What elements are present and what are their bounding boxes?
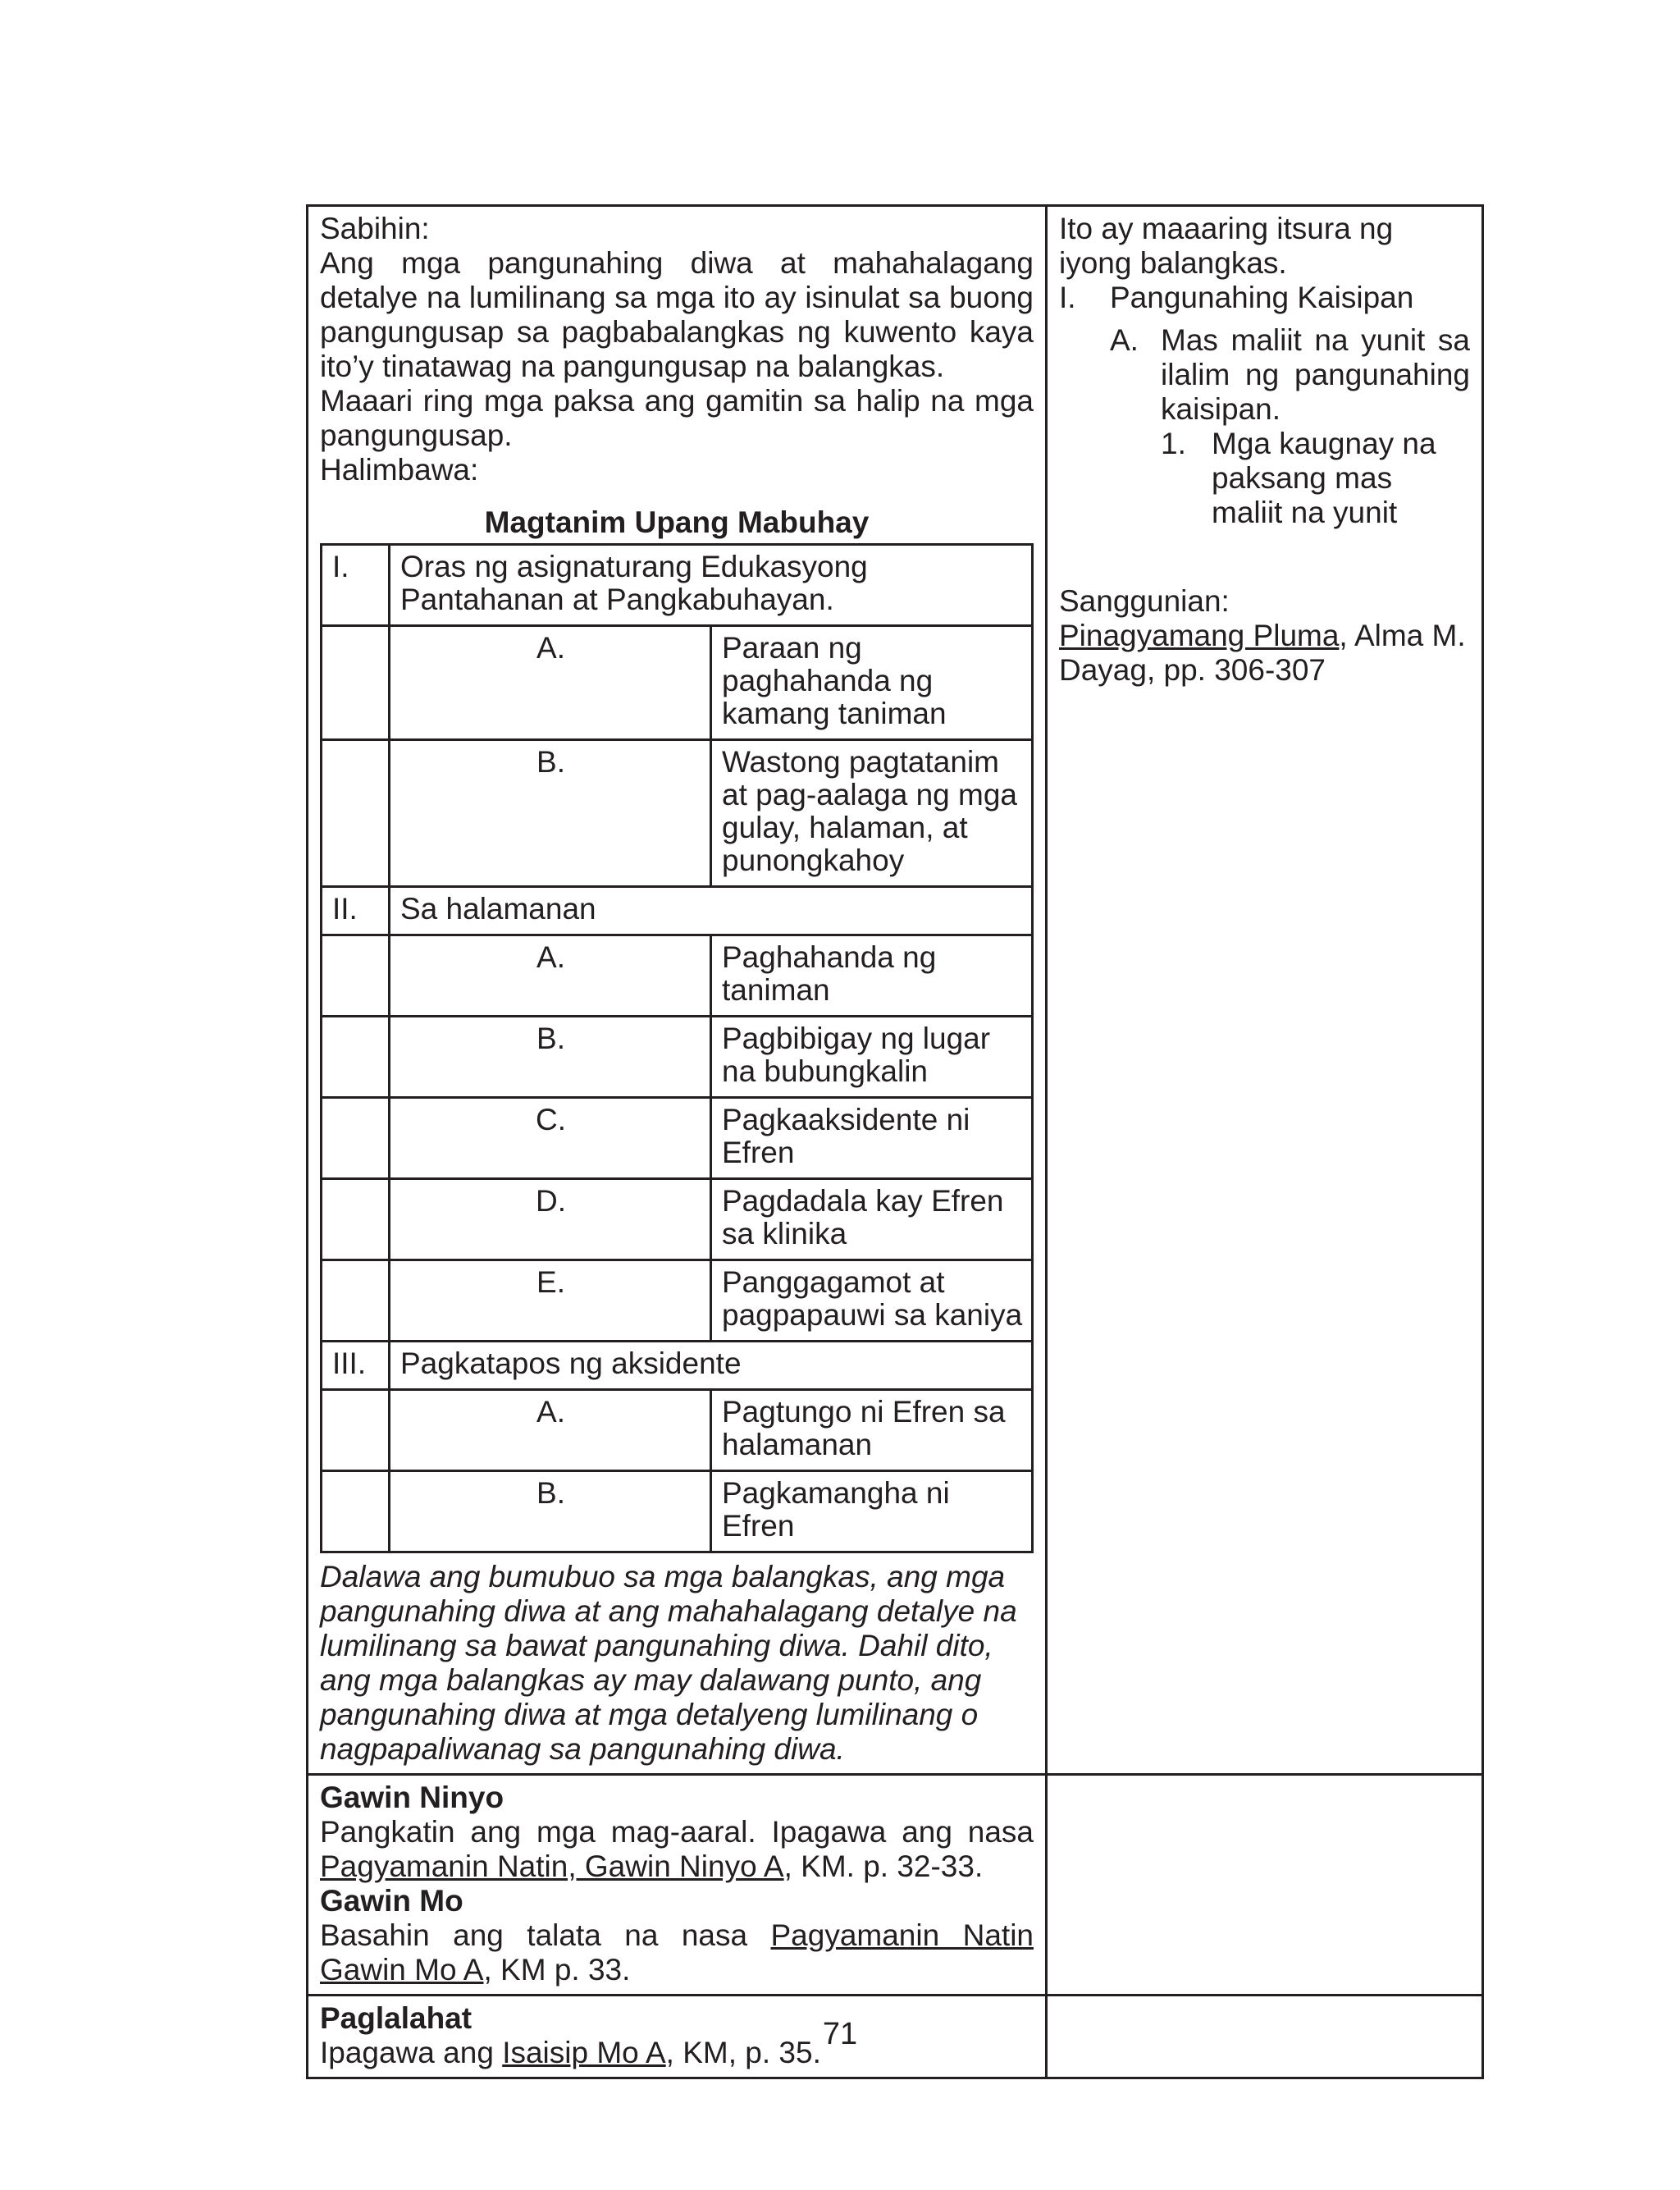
outline-sub-indent bbox=[322, 1098, 390, 1179]
outline-sub-indent bbox=[322, 740, 390, 887]
sabihin-heading: Sabihin: bbox=[320, 212, 430, 245]
outline-sub-row bbox=[322, 1260, 1033, 1342]
paglalahat-heading: Paglalahat bbox=[320, 2001, 472, 2035]
outline-sub-text: Paraan ng paghahanda ng kamang taniman bbox=[711, 626, 1033, 740]
lesson-row-sabihin bbox=[308, 206, 1483, 1775]
guide-level-1-text: Pangunahing Kaisipan bbox=[1110, 281, 1414, 314]
lesson-table bbox=[306, 204, 1484, 2079]
outline-sub-row bbox=[322, 1017, 1033, 1098]
gawin-ninyo-text bbox=[320, 1815, 1034, 1884]
outline-sub-indent bbox=[322, 1179, 390, 1260]
outline-sub-letter: D. bbox=[390, 1179, 711, 1260]
gawin-ninyo-text-start: Pangkatin ang mga mag-aaral. Ipagawa ang nasa bbox=[320, 1815, 1034, 1849]
guide-intro: Ito ay maaaring itsura ng iyong balangkas. bbox=[1059, 212, 1394, 280]
outline-sub-text: Pagdadala kay Efren sa klinika bbox=[711, 1179, 1033, 1260]
paglalahat-text-end: , KM, p. 35. bbox=[665, 2036, 821, 2069]
outline-sub-row bbox=[322, 626, 1033, 740]
outline-sub-letter: E. bbox=[390, 1260, 711, 1342]
gawin-ninyo-reference: Pagyamanin Natin, Gawin Ninyo A bbox=[320, 1849, 784, 1883]
outline-sub-indent bbox=[322, 1017, 390, 1098]
outline-main-number: I. bbox=[322, 545, 390, 626]
outline-sub-row bbox=[322, 1390, 1033, 1471]
page-number: 71 bbox=[822, 2017, 858, 2051]
outline-guide-cell bbox=[1047, 206, 1483, 1775]
outline-sub-letter: A. bbox=[390, 935, 711, 1017]
gawin-notes-cell bbox=[1047, 1775, 1483, 1996]
sabihin-cell bbox=[308, 206, 1047, 1775]
reference-label: Sanggunian: bbox=[1059, 584, 1230, 618]
gawin-mo-reference: Pagyamanin Natin Gawin Mo A bbox=[320, 1918, 1034, 1987]
outline-sub-letter: B. bbox=[390, 1017, 711, 1098]
reference-title: Pinagyamang Pluma bbox=[1059, 619, 1340, 652]
outline-sub-row bbox=[322, 1098, 1033, 1179]
outline-sub-row bbox=[322, 740, 1033, 887]
outline-main-row bbox=[322, 1342, 1033, 1390]
guide-level-2 bbox=[1059, 323, 1470, 427]
outline-sub-letter: A. bbox=[390, 626, 711, 740]
guide-level-3-number: 1. bbox=[1161, 427, 1186, 460]
guide-level-3-text: Mga kaugnay na paksang mas maliit na yunit bbox=[1212, 427, 1436, 529]
guide-level-1 bbox=[1059, 281, 1470, 315]
outline-sub-letter: B. bbox=[390, 1471, 711, 1552]
outline-sub-letter: B. bbox=[390, 740, 711, 887]
outline-title: Magtanim Upang Mabuhay bbox=[484, 505, 870, 539]
outline-main-text: Sa halamanan bbox=[390, 887, 1033, 935]
gawin-mo-text bbox=[320, 1918, 1034, 1987]
outline-sub-text: Pagkamangha ni Efren bbox=[711, 1471, 1033, 1552]
outline-sub-indent bbox=[322, 626, 390, 740]
outline-sub-text: Wastong pagtatanim at pag-aalaga ng mga gulay, halaman, at punongkahoy bbox=[711, 740, 1033, 887]
guide-level-1-number: I. bbox=[1059, 281, 1076, 314]
guide-level-2-letter: A. bbox=[1110, 323, 1139, 357]
example-outline-table bbox=[320, 543, 1034, 1553]
gawin-mo-heading: Gawin Mo bbox=[320, 1884, 463, 1918]
outline-main-row bbox=[322, 545, 1033, 626]
outline-sub-indent bbox=[322, 1390, 390, 1471]
gawin-mo-text-end: , KM p. 33. bbox=[483, 1953, 631, 1987]
outline-main-number: II. bbox=[322, 887, 390, 935]
gawin-cell bbox=[308, 1775, 1047, 1996]
outline-main-text: Oras ng asignaturang Edukasyong Pantahanan at Pangkabuhayan. bbox=[390, 545, 1033, 626]
example-label: Halimbawa: bbox=[320, 453, 479, 487]
paglalahat-reference: Isaisip Mo A bbox=[502, 2036, 666, 2069]
guide-level-2-text: Mas maliit na yunit sa ilalim ng pangunahing kaisipan. bbox=[1161, 323, 1470, 426]
outline-sub-text: Pagtungo ni Efren sa halamanan bbox=[711, 1390, 1033, 1471]
outline-sub-row bbox=[322, 1179, 1033, 1260]
outline-sub-letter: A. bbox=[390, 1390, 711, 1471]
gawin-mo-text-start: Basahin ang talata na nasa bbox=[320, 1918, 771, 1952]
guide-level-3 bbox=[1059, 427, 1470, 530]
outline-sub-text: Pagbibigay ng lugar na bubungkalin bbox=[711, 1017, 1033, 1098]
outline-sub-row bbox=[322, 935, 1033, 1017]
sabihin-paragraph-1: Ang mga pangunahing diwa at mahahalagang detalye na lumilinang sa mga ito ay isinulat sa buong pangungusap sa pagbabalangkas ng kuwento kaya ito’y tinatawag na pangungusap na balangkas. bbox=[320, 246, 1034, 383]
gawin-ninyo-heading: Gawin Ninyo bbox=[320, 1781, 504, 1814]
outline-sub-text: Panggagamot at pagpapauwi sa kaniya bbox=[711, 1260, 1033, 1342]
outline-sub-text: Paghahanda ng taniman bbox=[711, 935, 1033, 1017]
outline-sub-letter: C. bbox=[390, 1098, 711, 1179]
outline-sub-indent bbox=[322, 1471, 390, 1552]
outline-main-number: III. bbox=[322, 1342, 390, 1390]
outline-sub-row bbox=[322, 1471, 1033, 1552]
outline-sub-indent bbox=[322, 1260, 390, 1342]
reference-citation bbox=[1059, 619, 1470, 688]
outline-main-row bbox=[322, 887, 1033, 935]
outline-sub-text: Pagkaaksidente ni Efren bbox=[711, 1098, 1033, 1179]
outline-sub-indent bbox=[322, 935, 390, 1017]
reference-details: , Alma M. Dayag, pp. 306-307 bbox=[1059, 619, 1466, 687]
gawin-ninyo-text-end: , KM. p. 32-33. bbox=[783, 1849, 984, 1883]
lesson-row-gawin bbox=[308, 1775, 1483, 1996]
sabihin-paragraph-2: Maaari ring mga paksa ang gamitin sa halip na mga pangungusap. bbox=[320, 384, 1034, 452]
paglalahat-text-start: Ipagawa ang bbox=[320, 2036, 503, 2069]
outline-main-text: Pagkatapos ng aksidente bbox=[390, 1342, 1033, 1390]
outline-note: Dalawa ang bumubuo sa mga balangkas, ang mga pangunahing diwa at ang mahahalagang detalye na lumilinang sa bawat pangunahing diwa. Dahil dito, ang mga balangkas ay may dalawang punto, ang pangunahing diwa at mga detalyeng lumilinang o nagpapaliwanag sa pangunahing diwa. bbox=[320, 1560, 1017, 1766]
